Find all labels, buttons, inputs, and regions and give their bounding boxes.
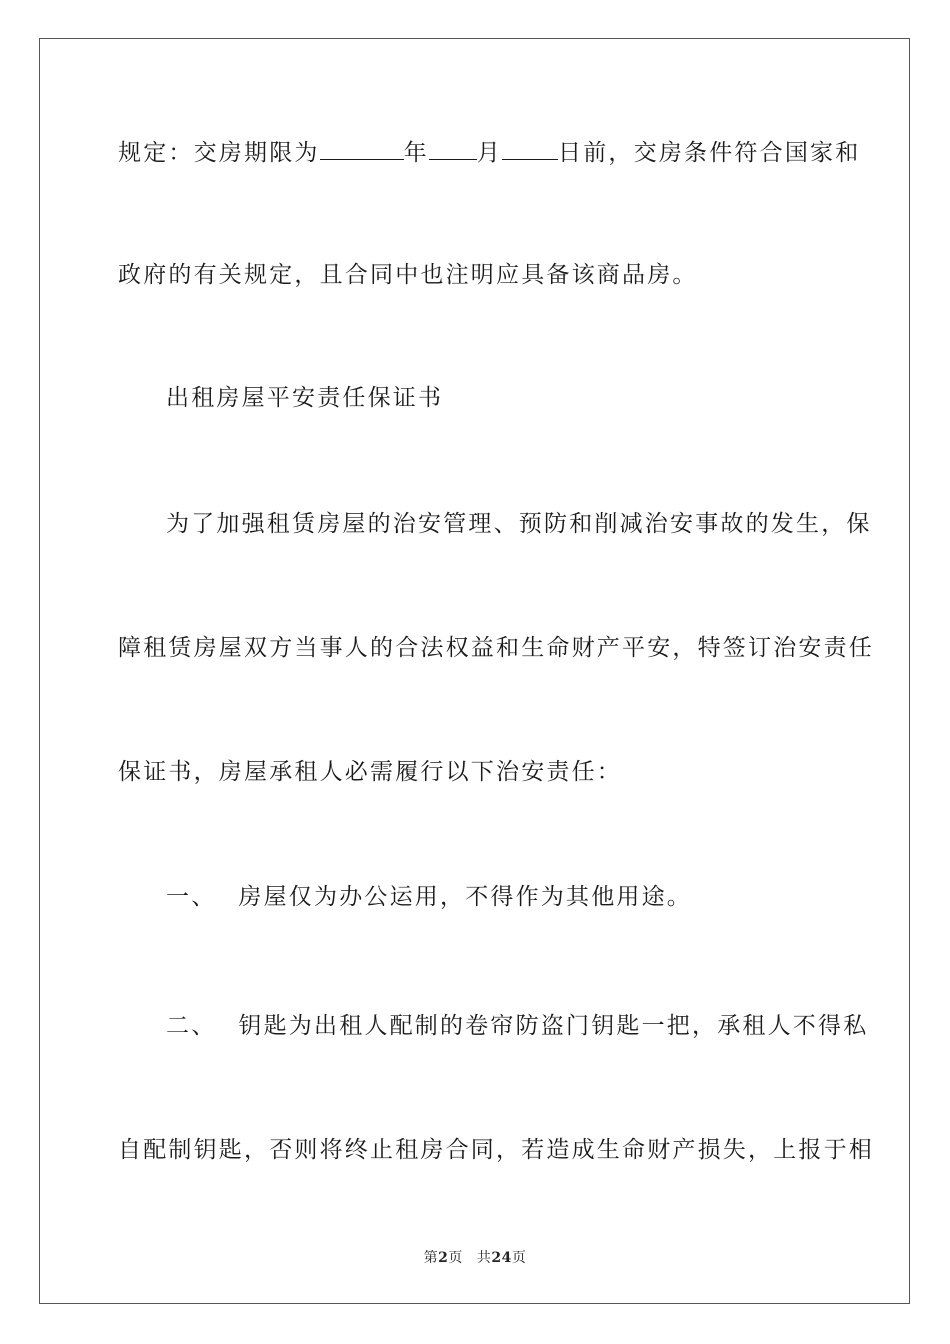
section-title: 出租房屋平安责任保证书 [166, 385, 444, 411]
list-item-2-text: 钥匙为出租人配制的卷帘防盗门钥匙一把，承租人不得私 [238, 1013, 869, 1039]
month-label: 月 [476, 140, 503, 166]
line-1-text-before: 规定：交房期限为 [118, 140, 320, 166]
list-marker-2: 二、 [166, 1013, 217, 1039]
list-item-2 [166, 1011, 886, 1041]
day-blank [502, 137, 558, 160]
paragraph-line-6: 保证书，房屋承租人必需履行以下治安责任： [118, 759, 622, 785]
page-prefix: 第 [423, 1250, 439, 1266]
paragraph-line-9: 自配制钥匙，否则将终止租房合同，若造成生命财产损失，上报于相 [118, 1137, 874, 1163]
paragraph-line-2: 政府的有关规定，且合同中也注明应具备该商品房。 [118, 262, 698, 288]
line-1-text-after: 日前，交房条件符合国家和 [558, 140, 861, 166]
list-marker-1: 一、 [166, 884, 217, 910]
page-total: 24 [491, 1250, 512, 1266]
page-footer [0, 1247, 950, 1267]
page-suffix: 页 [448, 1250, 463, 1266]
month-blank [429, 137, 477, 160]
year-label: 年 [403, 140, 429, 166]
list-item-1 [166, 882, 886, 912]
paragraph-line-5: 障租赁房屋双方当事人的合法权益和生命财产平安，特签订治安责任 [118, 635, 874, 661]
total-suffix: 页 [511, 1250, 527, 1266]
list-item-1-text: 房屋仅为办公运用，不得作为其他用途。 [238, 884, 693, 910]
paragraph-line-4: 为了加强租赁房屋的治安管理、预防和削减治安事故的发生，保 [166, 511, 872, 537]
total-prefix: 共 [476, 1250, 492, 1266]
paragraph-line-1 [118, 137, 861, 168]
page-current: 2 [438, 1250, 449, 1266]
year-blank [320, 137, 404, 160]
page-border [39, 38, 910, 1304]
